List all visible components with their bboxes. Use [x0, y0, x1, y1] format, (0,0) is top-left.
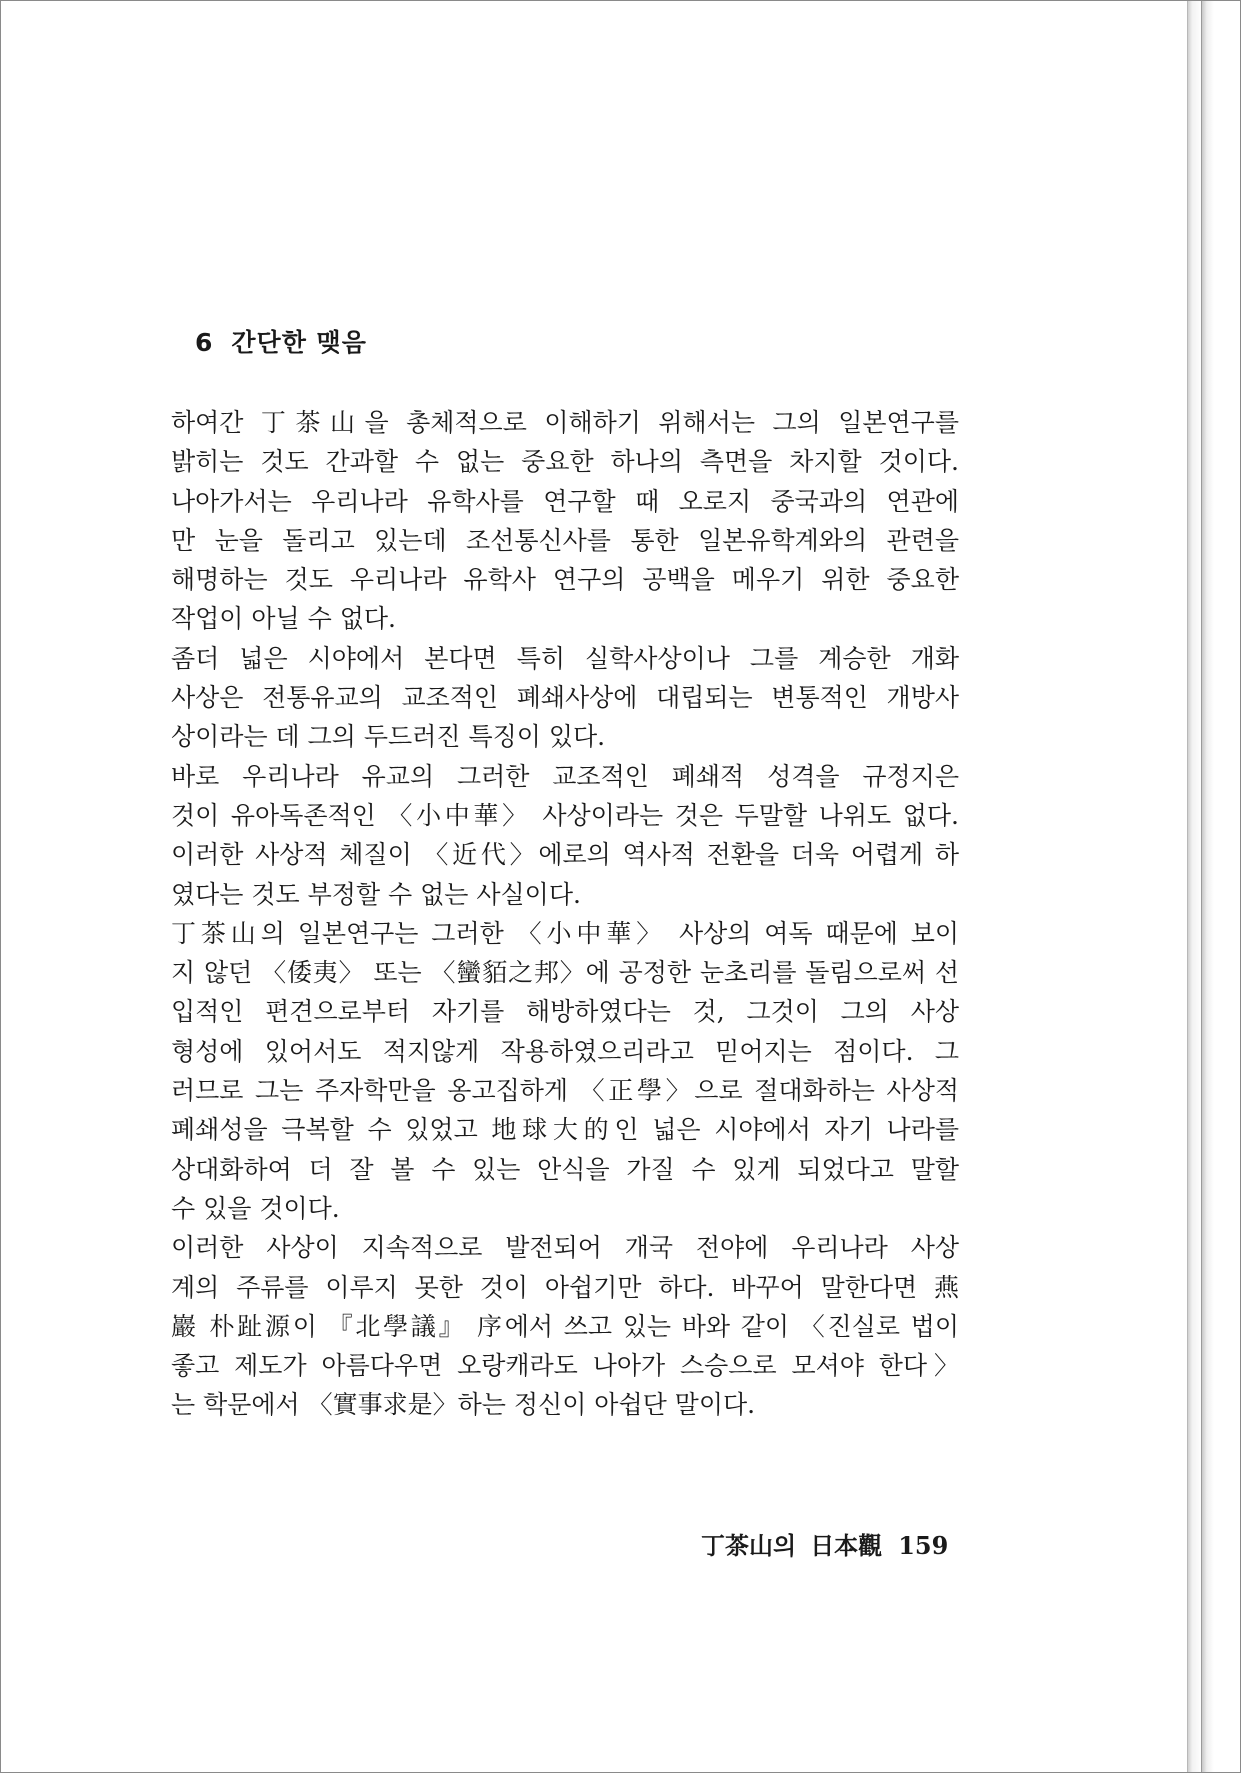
text-line: 입적인 편견으로부터 자기를 해방하였다는 것, 그것이 그의 사상 — [171, 997, 959, 1027]
text-line: 좋고 제도가 아름다우면 오랑캐라도 나아가 스승으로 모셔야 한다〉 — [171, 1351, 959, 1381]
text-line: 만 눈을 돌리고 있는데 조선통신사를 통한 일본유학계와의 관련을 — [171, 525, 959, 555]
page-number: 159 — [898, 1531, 949, 1560]
text-line: 좀더 넓은 시야에서 본다면 특히 실학사상이나 그를 계승한 개화 — [171, 643, 959, 673]
section-number: 6 — [195, 328, 214, 357]
text-line: 형성에 있어서도 적지않게 작용하였으리라고 믿어지는 점이다. 그 — [171, 1036, 959, 1066]
section-title: 간단한 맺음 — [231, 328, 367, 357]
text-line: 丁茶山의 일본연구는 그러한 〈小中華〉 사상의 여독 때문에 보이 — [171, 918, 959, 948]
page-edge-back — [1201, 1, 1214, 1772]
text-line: 이러한 사상적 체질이 〈近代〉에로의 역사적 전환을 더욱 어렵게 하 — [171, 840, 959, 870]
running-footer — [701, 1526, 948, 1561]
text-line: 폐쇄성을 극복할 수 있었고 地球大的인 넓은 시야에서 자기 나라를 — [171, 1115, 959, 1145]
text-line: 상이라는 데 그의 두드러진 특징이 있다. — [171, 722, 606, 752]
text-line: 러므로 그는 주자학만을 옹고집하게 〈正學〉으로 절대화하는 사상적 — [171, 1076, 959, 1106]
text-line: 나아가서는 우리나라 유학사를 연구할 때 오로지 중국과의 연관에 — [171, 486, 959, 516]
text-line: 것이 유아독존적인 〈小中華〉 사상이라는 것은 두말할 나위도 없다. — [171, 800, 959, 830]
running-title-2: 日本觀 — [810, 1531, 883, 1560]
text-line: 하여간 丁茶山을 총체적으로 이해하기 위해서는 그의 일본연구를 — [171, 408, 959, 437]
running-title: 丁茶山의 — [701, 1531, 797, 1560]
book-page — [1, 1, 1187, 1772]
section-heading — [195, 323, 367, 359]
text-line: 수 있을 것이다. — [171, 1193, 340, 1223]
text-line: 작업이 아닐 수 없다. — [171, 604, 396, 634]
text-line: 는 학문에서 〈實事求是〉하는 정신이 아쉽단 말이다. — [171, 1390, 756, 1420]
text-line: 였다는 것도 부정할 수 없는 사실이다. — [171, 879, 581, 909]
body-text — [171, 403, 959, 1425]
text-line: 이러한 사상이 지속적으로 발전되어 개국 전야에 우리나라 사상 — [171, 1233, 959, 1263]
text-line: 사상은 전통유교의 교조적인 폐쇄사상에 대립되는 변통적인 개방사 — [171, 683, 959, 713]
page-edge — [1187, 1, 1202, 1772]
text-line: 바로 우리나라 유교의 그러한 교조적인 폐쇄적 성격을 규정지은 — [171, 761, 959, 791]
text-line: 상대화하여 더 잘 볼 수 있는 안식을 가질 수 있게 되었다고 말할 — [171, 1154, 959, 1184]
text-line: 巖 朴趾源이 『北學議』 序에서 쓰고 있는 바와 같이 〈진실로 법이 — [171, 1311, 959, 1341]
text-line: 계의 주류를 이루지 못한 것이 아쉽기만 하다. 바꾸어 말한다면 燕 — [171, 1272, 959, 1302]
text-line: 해명하는 것도 우리나라 유학사 연구의 공백을 메우기 위한 중요한 — [171, 565, 959, 595]
text-line: 밝히는 것도 간과할 수 없는 중요한 하나의 측면을 차지할 것이다. — [171, 447, 959, 477]
text-line: 지 않던 〈倭夷〉 또는 〈蠻貊之邦〉에 공정한 눈초리를 돌림으로써 선 — [171, 958, 959, 988]
